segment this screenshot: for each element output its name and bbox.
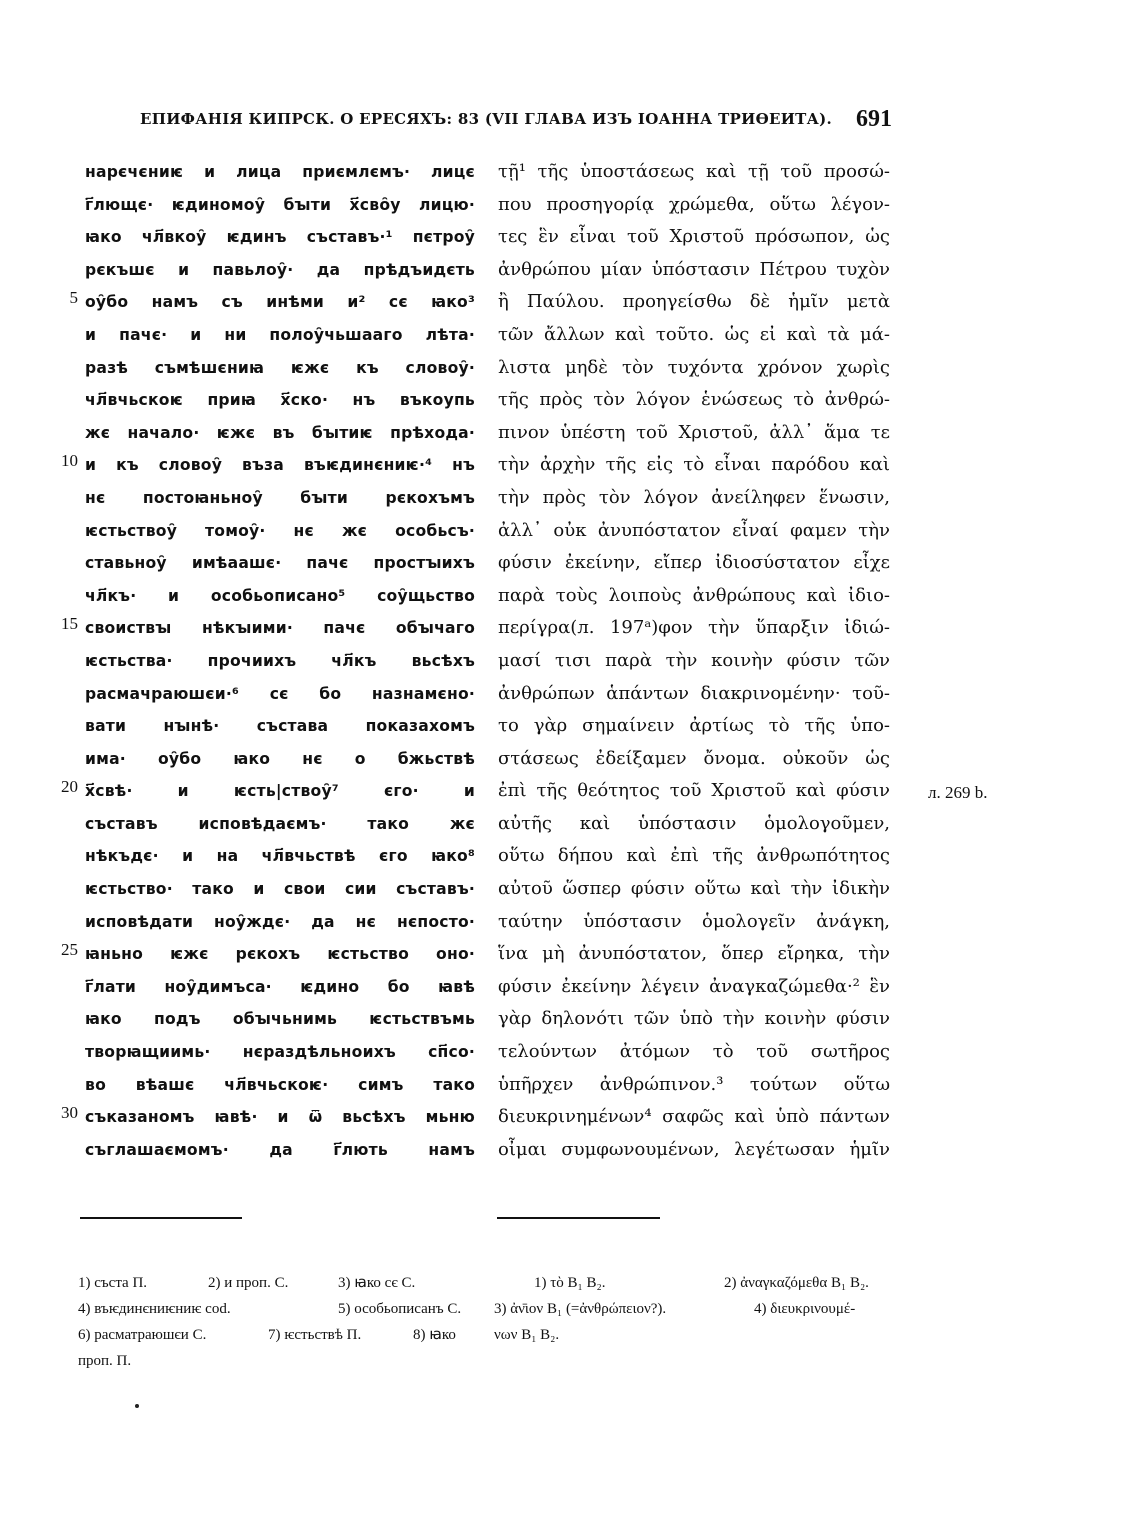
footnote-divider — [497, 1217, 660, 1219]
greek-line: φύσιν ἐκείνην, εἴπερ ἰδιοσύστατον εἶχε — [498, 552, 890, 574]
greek-line: οὕτω δήπου καὶ ἐπὶ τῆς ἀνθρωπότητος — [498, 845, 890, 867]
greek-line: πινον ὑπέστη τοῦ Χριστοῦ, ἀλλ᾽ ἅμα τε — [498, 421, 890, 443]
greek-line: αὐτῆς καὶ ὑπόστασιν ὁμολογοῦμεν, — [498, 812, 890, 834]
footnote: проп. П. — [78, 1353, 132, 1369]
line-number: 25 — [61, 940, 78, 959]
slavonic-line: жє начало· ѥжє въ бꙑтиѥ прѣхода· — [85, 423, 475, 442]
line-number: 5 — [69, 288, 78, 307]
slavonic-line: съставъ исповѣдаємъ· тако жє — [85, 814, 475, 833]
footnote: 7) ѥстьствѣ П. — [268, 1327, 362, 1343]
greek-line: ἀνθρώπων ἁπάντων διακρινομένην· τοῦ- — [498, 682, 890, 704]
footnote-row — [78, 1348, 476, 1374]
slavonic-line: ѥстьство· тако и свои сии съставъ· — [85, 880, 475, 899]
greek-line: τελούντων ἀτόμων τὸ τοῦ σωτῆρος — [498, 1041, 890, 1063]
footnote: 1) съста П. — [78, 1275, 148, 1291]
slavonic-line: съглашаємомъ· да г҃лють намъ — [85, 1140, 475, 1159]
slavonic-line: нарєчєниѥ и лица приємлємъ· лицє — [85, 163, 475, 181]
footnote-row — [78, 1296, 476, 1322]
greek-line: που προσηγορίᾳ χρώμεθα, οὕτω λέγον- — [498, 193, 890, 215]
footnote-row — [494, 1296, 894, 1322]
slavonic-line: г҃лати ноу̑димъса· ѥдино бо ꙗвѣ — [85, 977, 475, 996]
slavonic-line: ꙗко чл҃вкоу̑ ѥдинъ съставъ·¹ пєтроу̑ — [85, 228, 475, 247]
line-number: 30 — [61, 1103, 78, 1122]
slavonic-line: съказаномъ ꙗвѣ· и ѿ вьсѣхъ мьню — [85, 1108, 475, 1127]
footnote-divider — [80, 1217, 242, 1219]
greek-line: τὴν ἀρχὴν τῆς εἰς τὸ εἶναι παρόδου καὶ — [498, 454, 890, 476]
greek-line: ἐπὶ τῆς θεότητος τοῦ Χριστοῦ καὶ φύσιν — [498, 780, 890, 802]
line-number: 20 — [61, 777, 78, 796]
slavonic-line: ꙗньно ѥжє рєкохъ ѥстьство оно· — [85, 945, 475, 964]
greek-line: διευκρινημένων⁴ σαφῶς καὶ ὑπὸ πάντων — [498, 1106, 890, 1128]
greek-line: ταύτην ὑπόστασιν ὁμολογεῖν ἀνάγκη, — [498, 910, 890, 932]
footnotes-greek — [494, 1270, 894, 1348]
greek-column — [498, 156, 890, 1166]
slavonic-line: рєкъшє и павьлоу̑· да прѣдъидєть — [85, 260, 475, 279]
folio-margin-note: л. 269 b. — [928, 783, 988, 802]
slavonic-line: ꙗко подъ обꙑчьнимь ѥстьствъмь — [85, 1010, 475, 1029]
greek-line: ἀλλ᾽ οὐκ ἀνυπόστατον εἶναί φαμεν τὴν — [498, 519, 890, 541]
footnote-row — [494, 1322, 894, 1348]
line-number: 10 — [61, 451, 78, 470]
greek-line: μασί τισι παρὰ τὴν κοινὴν φύσιν τῶν — [498, 649, 890, 671]
footnote: 2) и проп. С. — [208, 1275, 289, 1291]
page-number: 691 — [856, 106, 892, 132]
greek-line: τῆς πρὸς τὸν λόγον ἑνώσεως τὸ ἀνθρώ- — [498, 389, 890, 411]
slavonic-line: чл҃къ· и особьописано⁵ соу̑щьство — [85, 586, 475, 605]
slavonic-line: ѥстьствоу̑ томоу̑· нє жє особьсъ· — [85, 521, 475, 540]
greek-line: τες ἓν εἶναι τοῦ Χριστοῦ πρόσωπον, ὡς — [498, 226, 890, 248]
greek-line: φύσιν ἐκείνην λέγειν ἀναγκαζώμεθα·² ἓν — [498, 975, 890, 997]
slavonic-line: ѥстьства· прочиихъ чл҃къ вьсѣхъ — [85, 651, 475, 670]
greek-line: τῇ¹ τῆς ὑποστάσεως καὶ τῇ τοῦ προσώ- — [498, 161, 890, 182]
greek-line: οἶμαι συμφωνουμένων, λεγέτωσαν ἡμῖν — [498, 1138, 890, 1160]
greek-line: ἀνθρώπου μίαν ὑπόστασιν Πέτρου τυχὸν — [498, 258, 890, 280]
footnote: 1) τὸ B₁ B₂. — [534, 1275, 606, 1291]
page-header — [140, 106, 900, 134]
greek-line: τῶν ἄλλων καὶ τοῦτο. ὡς εἰ καὶ τὰ μά- — [498, 323, 890, 345]
footnote: 3) ἀν̄ιον B₁ (=ἀνθρώπειον?). — [494, 1301, 667, 1317]
slavonic-line: расмачраюшєи·⁶ сє бо назнамєно· — [85, 684, 475, 703]
greek-line: παρὰ τοὺς λοιποὺς ἀνθρώπους καὶ ἰδιο- — [498, 584, 890, 606]
footnote-row — [78, 1322, 476, 1348]
stray-dot — [135, 1404, 139, 1408]
slavonic-line: г҃лющє· ѥдиномоу̑ бꙑти х҃сво̑у лицю· — [85, 195, 475, 214]
greek-line: αὐτοῦ ὥσπερ φύσιν οὕτω καὶ τὴν ἰδικὴν — [498, 878, 890, 900]
footnote: 2) ἀναγκαζόμεθα B₁ B₂. — [724, 1275, 869, 1291]
slavonic-line: исповѣдати ноу̑ждє· да нє нєпосто· — [85, 912, 475, 931]
slavonic-line: оу̑бо намъ съ инѣми и² сє ꙗко³ — [85, 293, 475, 312]
footnote: 3) ꙗко сє С. — [338, 1275, 416, 1291]
footnote: νων B₁ B₂. — [494, 1327, 560, 1343]
footnote: 5) особьописанъ С. — [338, 1301, 462, 1317]
slavonic-line: нє постоꙗньноу̑ бꙑти рєкохъмъ — [85, 488, 475, 507]
slavonic-line: и пачє· и ни полоу̑чьшааго лѣта· — [85, 325, 475, 344]
slavonic-line: вати нꙑнѣ· състава показахомъ — [85, 717, 475, 736]
slavonic-line: х҃свѣ· и ѥсть|ствоу̑⁷ єго· и — [85, 782, 475, 801]
greek-line: λιστα μηδὲ τὸν τυχόντα χρόνον χωρὶς — [498, 356, 890, 378]
footnote-row — [78, 1270, 476, 1296]
footnote: 8) ꙗко — [413, 1327, 456, 1343]
footnote: 6) расматраюшєи С. — [78, 1327, 207, 1343]
footnote: 4) въѥдинєниѥниѥ cod. — [78, 1301, 231, 1317]
slavonic-line: творꙗщиимь· нєраздѣльноихъ сп҃со· — [85, 1043, 475, 1062]
greek-line: τὴν πρὸς τὸν λόγον ἀνείληφεν ἕνωσιν, — [498, 486, 890, 508]
slavonic-line: чл҃вчьскоѥ приꙗ х҃ско· нъ въкоупь — [85, 391, 475, 410]
greek-line: γὰρ δηλονότι τῶν ὑπὸ τὴν κοινὴν φύσιν — [498, 1008, 890, 1030]
footnote: 4) διευκρινουμέ- — [754, 1301, 856, 1317]
slavonic-line: и къ словоу̑ въза въѥдинєниѥ·⁴ нъ — [85, 456, 475, 475]
line-number: 15 — [61, 614, 78, 633]
greek-line: περίγρα(л. 197ᵃ)φον τὴν ὕπαρξιν ἰδιώ- — [498, 617, 890, 639]
greek-line: στάσεως ἐδείξαμεν ὄνομα. οὐκοῦν ὡς — [498, 747, 890, 769]
slavonic-line: во вѣашє чл҃вчьскоѥ· симъ тако — [85, 1075, 475, 1094]
footnotes-slavonic — [78, 1270, 476, 1374]
slavonic-line: нѣкъдє· и на чл҃вчьствѣ єго ꙗко⁸ — [85, 847, 475, 866]
greek-line: ὑπῆρχεν ἀνθρώπινον.³ τούτων οὕτω — [498, 1073, 890, 1095]
footnote-row — [494, 1270, 894, 1296]
slavonic-line: своиствꙑ нѣкꙑими· пачє обꙑчаго — [85, 619, 475, 638]
slavonic-line: има· оу̑бо ꙗко нє о бжьствѣ — [85, 749, 475, 768]
slavonic-line: разѣ съмѣшєниꙗ ѥжє къ словоу̑· — [85, 358, 475, 377]
running-title: ЕПИФАНІЯ КИПРСК. О ЕРЕСЯХЪ: 83 (VII ГЛАВА ИЗЪ ІОАННА ТРИѲЕИТА). — [140, 110, 833, 128]
slavonic-column — [85, 156, 475, 1166]
greek-line: το γὰρ σημαίνειν ἀρτίως τὸ τῆς ὑπο- — [498, 715, 890, 737]
greek-line: ἵνα μὴ ἀνυπόστατον, ὅπερ εἴρηκα, τὴν — [498, 943, 890, 965]
greek-line: ἢ Παύλου. προηγείσθω δὲ ἡμῖν μετὰ — [498, 291, 890, 313]
slavonic-line: ставьноу̑ имѣаашє· пачє простꙑихъ — [85, 554, 475, 573]
